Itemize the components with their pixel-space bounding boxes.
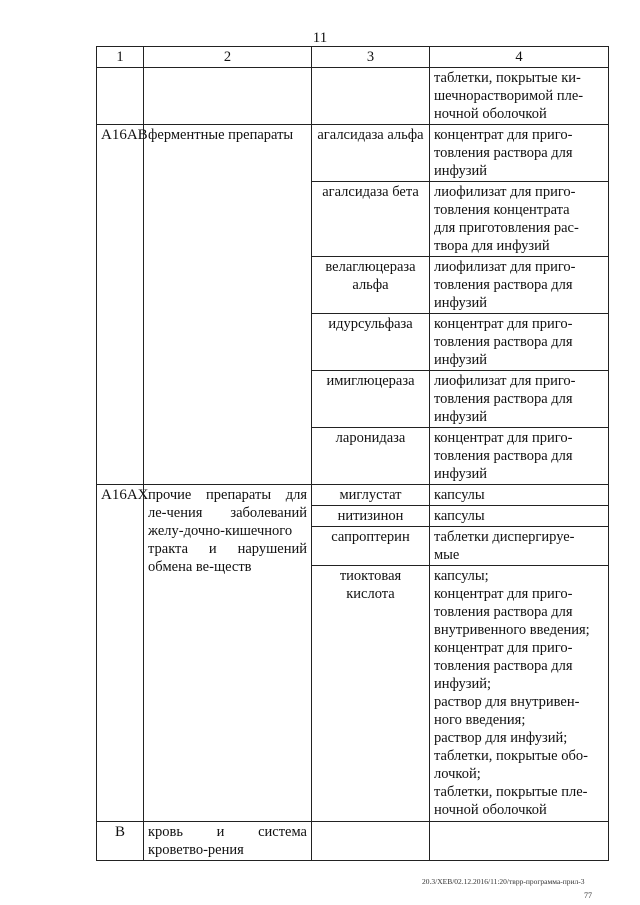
dosage-form-cell — [430, 822, 609, 861]
dosage-form-cell — [430, 506, 609, 527]
page-number: 11 — [312, 30, 328, 46]
form-line: концентрат для приго- — [434, 316, 573, 332]
form-line: концентрат для приго- — [434, 127, 573, 143]
form-line: ночной оболочкой — [434, 106, 547, 122]
form-line: лиофилизат для приго- — [434, 259, 576, 275]
form-line: концентрат для приго- — [434, 640, 573, 656]
form-line: товления раствора для — [434, 277, 573, 293]
form-line: мые — [434, 547, 460, 563]
inn-cell: сапроптерин — [312, 527, 430, 566]
dosage-form-cell — [430, 428, 609, 485]
form-line: таблетки, покрытые обо- — [434, 748, 588, 764]
form-line: капсулы — [434, 508, 485, 524]
inn-cell: нитизинон — [312, 506, 430, 527]
form-line: шечнорастворимой пле- — [434, 88, 584, 104]
group-cell: прочие препараты для ле-чения заболеваний желу-дочно-кишечного тракта и нарушений обмена ве-ществ — [144, 485, 312, 822]
header-row — [97, 47, 609, 68]
dosage-form-cell — [430, 68, 609, 125]
form-line: инфузий — [434, 295, 488, 311]
form-line: ного введения; — [434, 712, 526, 728]
form-line: инфузий — [434, 163, 488, 179]
column-header: 4 — [430, 47, 609, 68]
form-line: таблетки, покрытые пле- — [434, 784, 588, 800]
column-header: 1 — [97, 47, 144, 68]
dosage-form-cell — [430, 485, 609, 506]
form-line: инфузий — [434, 466, 488, 482]
atc-code-cell: A16AB — [97, 125, 144, 485]
form-line: таблетки диспергируе- — [434, 529, 575, 545]
form-line: товления раствора для — [434, 145, 573, 161]
atc-code-cell: A16AX — [97, 485, 144, 822]
dosage-form-cell — [430, 527, 609, 566]
dosage-form-cell — [430, 566, 609, 822]
dosage-form-cell — [430, 125, 609, 182]
footer-stamp: 20.3/ХЕВ/02.12.2016/11:20/тврр-программа-прил-3 — [422, 877, 585, 886]
inn-cell: идурсульфаза — [312, 314, 430, 371]
form-line: инфузий — [434, 409, 488, 425]
form-line: твора для инфузий — [434, 238, 550, 254]
atc-code-cell — [97, 68, 144, 125]
inn-cell: агалсидаза бета — [312, 182, 430, 257]
form-line: товления раствора для — [434, 604, 573, 620]
form-line: ночной оболочкой — [434, 802, 547, 818]
form-line: раствор для инфузий; — [434, 730, 568, 746]
inn-cell: миглустат — [312, 485, 430, 506]
inn-cell: ларонидаза — [312, 428, 430, 485]
group-cell: кровь и система кроветво-рения — [144, 822, 312, 861]
form-line: лиофилизат для приго- — [434, 373, 576, 389]
footer-corner-number: 77 — [584, 891, 592, 900]
form-line: концентрат для приго- — [434, 430, 573, 446]
form-line: капсулы — [434, 487, 485, 503]
form-line: лиофилизат для приго- — [434, 184, 576, 200]
form-line: товления раствора для — [434, 334, 573, 350]
group-cell — [144, 68, 312, 125]
inn-cell — [312, 68, 430, 125]
drug-table — [96, 46, 609, 861]
column-header: 2 — [144, 47, 312, 68]
form-line: товления концентрата — [434, 202, 570, 218]
table-row — [97, 822, 609, 861]
form-line: товления раствора для — [434, 448, 573, 464]
form-line: таблетки, покрытые ки- — [434, 70, 581, 86]
inn-cell: имиглюцераза — [312, 371, 430, 428]
inn-cell: велаглюцераза альфа — [312, 257, 430, 314]
form-line: для приготовления рас- — [434, 220, 579, 236]
table-row — [97, 125, 609, 182]
form-line: капсулы; — [434, 568, 489, 584]
form-line: инфузий; — [434, 676, 492, 692]
group-cell: ферментные препараты — [144, 125, 312, 485]
dosage-form-cell — [430, 257, 609, 314]
atc-code-cell: B — [97, 822, 144, 861]
inn-cell: агалсидаза альфа — [312, 125, 430, 182]
form-line: лочкой; — [434, 766, 481, 782]
form-line: раствор для внутривен- — [434, 694, 580, 710]
dosage-form-cell — [430, 182, 609, 257]
form-line: инфузий — [434, 352, 488, 368]
form-line: товления раствора для — [434, 658, 573, 674]
table-row — [97, 68, 609, 125]
column-header: 3 — [312, 47, 430, 68]
table-row — [97, 485, 609, 506]
form-line: внутривенного введения; — [434, 622, 590, 638]
dosage-form-cell — [430, 314, 609, 371]
form-line: товления раствора для — [434, 391, 573, 407]
form-line: концентрат для приго- — [434, 586, 573, 602]
inn-cell: тиоктовая кислота — [312, 566, 430, 822]
dosage-form-cell — [430, 371, 609, 428]
inn-cell — [312, 822, 430, 861]
